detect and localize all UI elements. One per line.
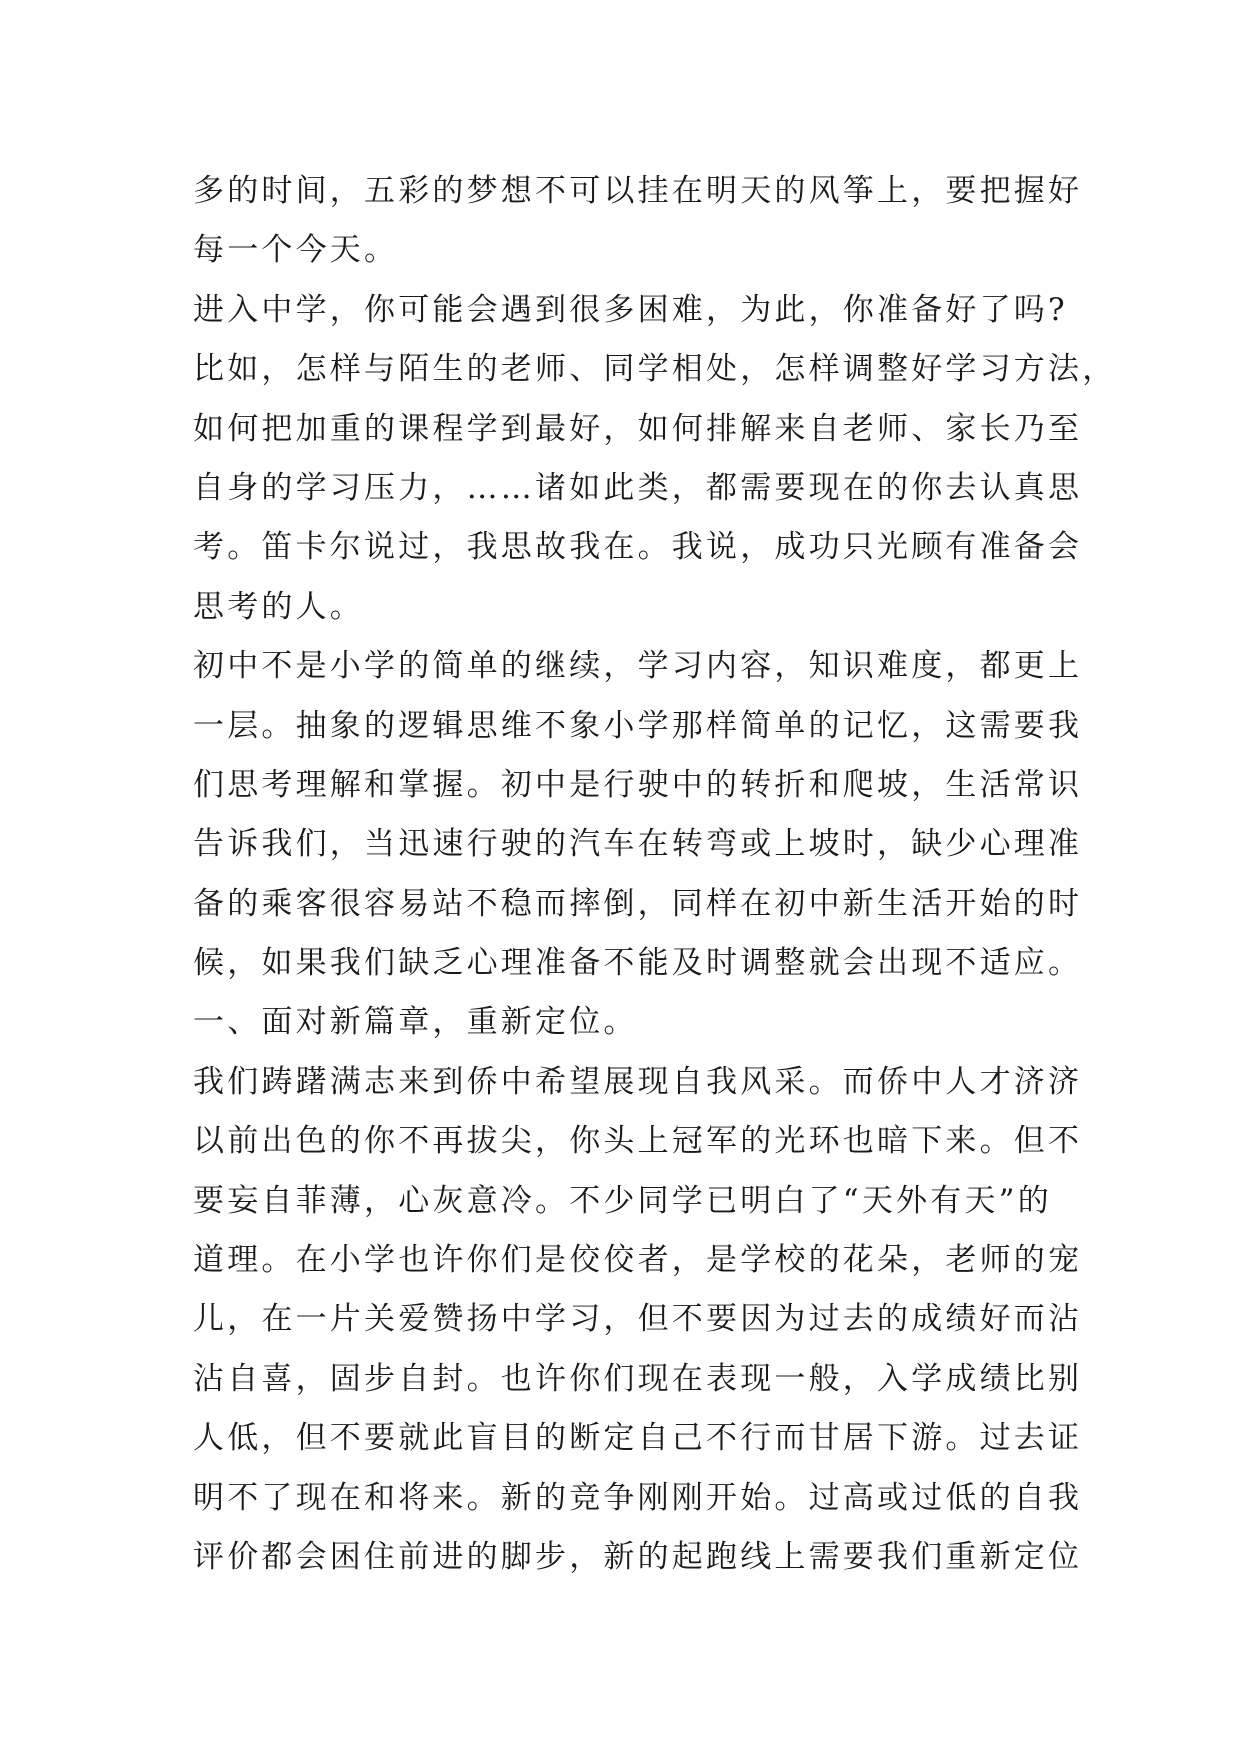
body-text [193,162,1117,1587]
text-line: 告诉我们，当迅速行驶的汽车在转弯或上坡时，缺少心理准 [193,826,1083,863]
text-line: 自身的学习压力，……诸如此类，都需要现在的你去认真思 [193,469,1083,506]
text-line: 候，如果我们缺乏心理准备不能及时调整就会出现不适应。 [193,945,1083,982]
text-line: 比如，怎样与陌生的老师、同学相处，怎样调整好学习方法， [193,351,1117,388]
text-line: 明不了现在和将来。新的竞争刚刚开始。过高或过低的自我 [193,1479,1083,1516]
section-heading: 一、面对新篇章，重新定位。 [193,1004,638,1041]
text-line: 一层。抽象的逻辑思维不象小学那样简单的记忆，这需要我 [193,707,1083,744]
text-line: 道理。在小学也许你们是佼佼者，是学校的花朵，老师的宠 [193,1242,1083,1279]
text-line: 考。笛卡尔说过，我思故我在。我说，成功只光顾有准备会 [193,529,1083,566]
text-line: 评价都会困住前进的脚步，新的起跑线上需要我们重新定位 [193,1538,1083,1575]
text-line: 备的乘客很容易站不稳而摔倒，同样在初中新生活开始的时 [193,885,1083,922]
text-line: 进入中学，你可能会遇到很多困难，为此，你准备好了吗? [193,291,1068,328]
text-line: 初中不是小学的简单的继续，学习内容，知识难度，都更上 [193,648,1083,685]
text-line: 如何把加重的课程学到最好，如何排解来自老师、家长乃至 [193,410,1083,447]
text-line: 人低，但不要就此盲目的断定自己不行而甘居下游。过去证 [193,1420,1083,1457]
text-line: 儿，在一片关爱赞扬中学习，但不要因为过去的成绩好而沾 [193,1301,1083,1338]
text-line: 要妄自菲薄，心灰意冷。不少同学已明白了“天外有天”的 [193,1182,1052,1219]
text-line: 思考的人。 [193,588,364,625]
text-line: 多的时间，五彩的梦想不可以挂在明天的风筝上，要把握好 [193,173,1083,209]
text-line: 沾自喜，固步自封。也许你们现在表现一般，入学成绩比别 [193,1360,1083,1397]
text-line: 以前出色的你不再拔尖，你头上冠军的光环也暗下来。但不 [193,1123,1083,1160]
text-line: 们思考理解和掌握。初中是行驶中的转折和爬坡，生活常识 [193,766,1083,803]
text-line: 每一个今天。 [193,232,399,269]
text-line: 我们踌躇满志来到侨中希望展现自我风采。而侨中人才济济 [193,1063,1083,1100]
